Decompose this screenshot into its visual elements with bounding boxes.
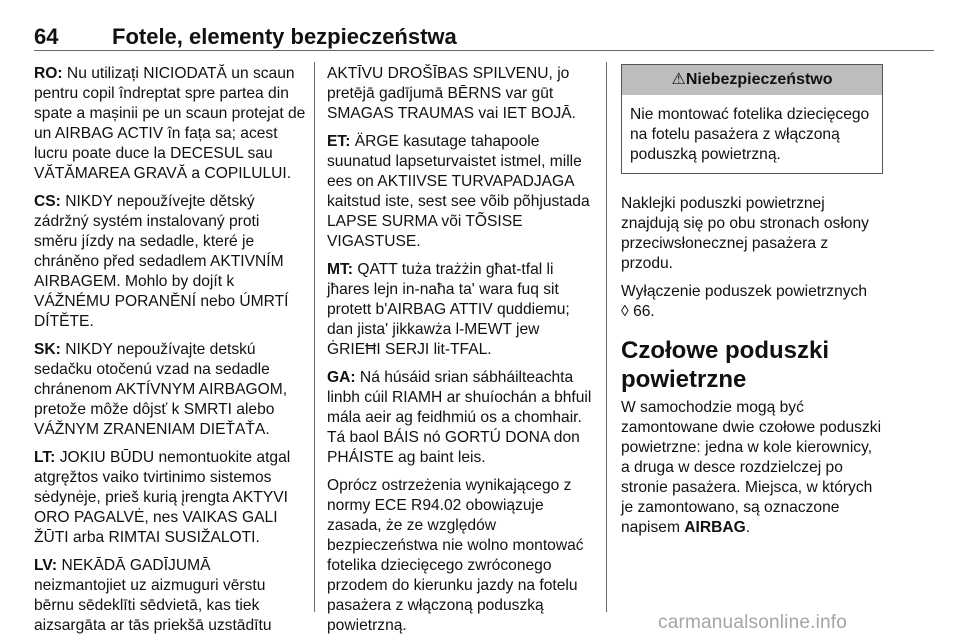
- page-number: 64: [34, 24, 59, 49]
- header-rule: [34, 50, 934, 51]
- warning-lv: [34, 556, 306, 636]
- warning-text: Nu utilizați NICIODATĂ un scaun pentru copil îndreptat spre partea din spate a mașinii pe un scaun protejat de un AIRBAG ACTIV în fața sa; acest lucru poate duce la DECESUL sau VĂTĂMAREA GRAVĂ a COPILULUI.: [34, 65, 306, 182]
- warning-mt: [327, 260, 597, 360]
- column-divider: [606, 62, 607, 612]
- warning-ro: [34, 64, 306, 184]
- watermark: carmanualsonline.info: [658, 612, 848, 633]
- page-ref-icon: ◊: [621, 303, 629, 320]
- column-1: [34, 64, 306, 644]
- airbag-deactivation-ref: [621, 282, 883, 322]
- lang-code: SK:: [34, 341, 61, 358]
- lang-code: RO:: [34, 65, 63, 82]
- lang-code: LV:: [34, 557, 58, 574]
- column-3: [621, 64, 883, 546]
- warning-lv-continued: AKTĪVU DROŠĪBAS SPILVENU, jo pretējā gadījumā BĒRNS var gūt SMAGAS TRAUMAS vai IET BOJĀ.: [327, 65, 576, 122]
- warning-text: NIKDY nepoužívejte dětský zádržný systém instalovaný proti směru jízdy na sedadle, které je chráněno před sedadlem AKTIVNÍM AIRBAGEM. Mohlo by dojít k VÁŽNÉMU PORANĚNÍ nebo ÚMRTÍ DÍTĚTE.: [34, 193, 289, 330]
- ref-page: 66.: [633, 303, 655, 320]
- danger-box-header: [622, 65, 882, 95]
- warning-lt: [34, 448, 306, 548]
- warning-triangle-icon: ⚠: [671, 71, 686, 88]
- column-2: [327, 64, 597, 644]
- warning-sk: [34, 340, 306, 440]
- ref-text: Wyłączenie poduszek powietrznych: [621, 283, 868, 300]
- danger-text: Nie montować fotelika dziecięcego na fotelu pasażera z włączoną poduszką powietrzną.: [630, 106, 870, 163]
- warning-text: NIKDY nepoužívajte detskú sedačku otočenú vzad na sedadle chránenom AKTÍVNYM AIRBAGOM, pretože môže dôjsť k SMRTI alebo VÁŽNYM ZRANENIAM DIEŤAŤA.: [34, 341, 288, 438]
- warning-et: [327, 132, 597, 252]
- sticker-note: Naklejki poduszki powietrznej znajdują się po obu stronach osłony przeciwsłonecznej pasażera z przodu.: [621, 195, 869, 272]
- warning-text: ÄRGE kasutage tahapoole suunatud lapseturvaistet istmel, mille ees on AKTIIVSE TURVAPADJAGA kaitstud iste, sest see võib põhjustada LAPSE SURMA või TÕSISE VIGASTUSE.: [327, 133, 590, 250]
- warning-text: NEKĀDĀ GADĪJUMĀ neizmantojiet uz aizmuguri vērstu bērnu sēdeklīti sēdvietā, kas tiek aizsargāta ar tās priekšā uzstādītu: [34, 557, 272, 634]
- warning-ga: [327, 368, 597, 468]
- lang-code: CS:: [34, 193, 61, 210]
- column-divider: [314, 62, 315, 612]
- ece-note: Oprócz ostrzeżenia wynikającego z normy ECE R94.02 obowiązuje zasada, że ze względów bezpieczeństwa nie wolno montować fotelika dziecięcego zwróconego przodem do kierunku jazdy na fotelu pasażera z włączoną poduszką powietrzną.: [327, 477, 584, 634]
- warning-text: QATT tuża trażżin għat-tfal li jħares lejn in-naħa ta' wara fuq sit protett b'AIRBAG ATTIV quddiemu; dan jista' jikkawża l-MEWT jew ĠRIEĦI SERJI lit-TFAL.: [327, 261, 570, 358]
- lang-code: LT:: [34, 449, 56, 466]
- danger-box: [621, 64, 883, 174]
- lang-code: ET:: [327, 133, 351, 150]
- section-title: Czołowe poduszki powietrzne: [621, 337, 830, 393]
- chapter-title: Fotele, elementy bezpieczeństwa: [112, 24, 457, 49]
- airbag-label: AIRBAG: [684, 519, 746, 536]
- warning-cs: [34, 192, 306, 332]
- warning-text: Ná húsáid srian sábháilteachta linbh cúil RIAMH ar shuíochán a bhfuil mála aeir ag feidhmiú os a chomhair. Tá baol BÁIS nó GORTÚ DONA don PHÁISTE ag baint leis.: [327, 369, 592, 466]
- lang-code: MT:: [327, 261, 353, 278]
- danger-title: Niebezpieczeństwo: [685, 71, 833, 88]
- warning-text: JOKIU BŪDU nemontuokite atgal atgręžtos vaiko tvirtinimo sistemos sėdynėje, prieš kurią įrengta AKTYVI ORO PAGALVĖ, nes VAIKAS GALI ŽŪTI arba RIMTAI SUSIŽALOTI.: [34, 449, 291, 546]
- section-text: W samochodzie mogą być zamontowane dwie czołowe poduszki powietrzne: jedna w kole kierownicy, a druga w desce rozdzielczej po stronie pasażera. Miejsca, w których je zamontowano, są oznaczone napisem AIRBAG.: [621, 399, 882, 536]
- lang-code: GA:: [327, 369, 356, 386]
